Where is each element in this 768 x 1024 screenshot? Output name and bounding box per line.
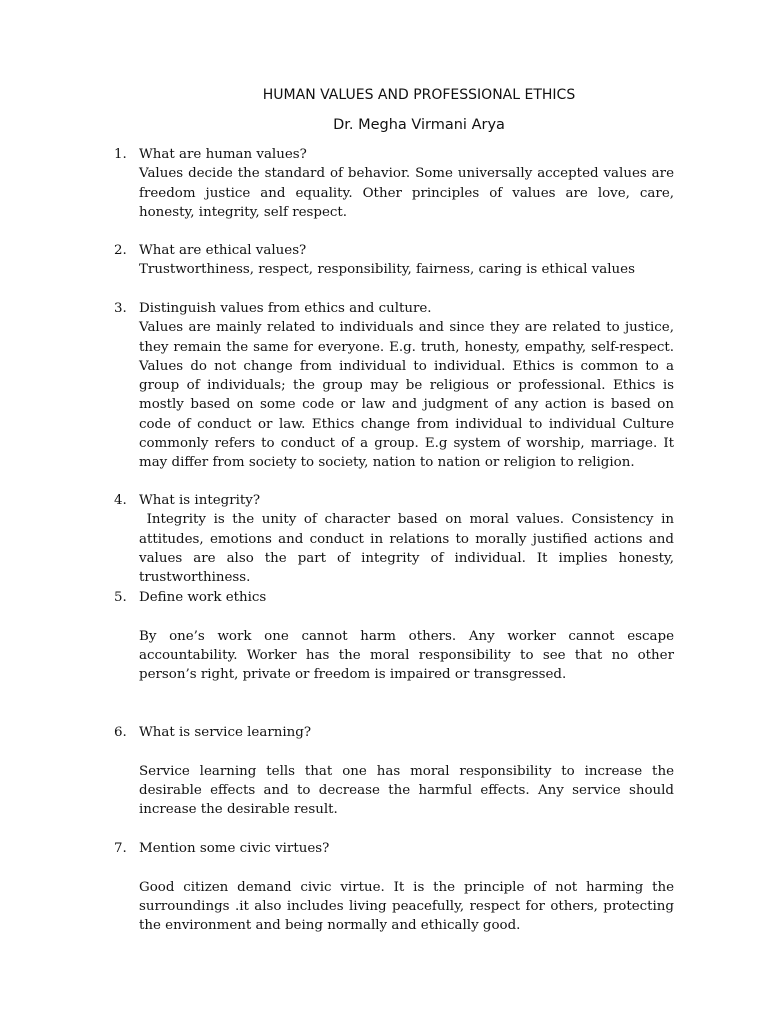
item-question: What is service learning? [139,725,312,740]
item-question: Distinguish values from ethics and culture. [139,301,432,316]
item-question: What are ethical values? [139,243,307,258]
list-item [114,241,674,280]
list-item [114,723,674,819]
item-question: What are human values? [139,147,307,162]
list-item [114,145,674,222]
item-answer: Values decide the standard of behavior. Some universally accepted values are freedom justice and equality. Other principles of values are love, care, honesty, integrity, self respect. [139,166,674,220]
list-item [114,299,674,473]
item-answer: By one’s work one cannot harm others. Any worker cannot escape accountability. Worker has the moral responsibility to see that no other person’s right, private or freedom is impaired or transgressed. [139,628,674,683]
item-number: 2. [114,243,127,258]
list-item [114,588,674,684]
list-item [114,491,679,587]
item-answer: Service learning tells that one has moral responsibility to increase the desirable effects and to decrease the harmful effects. Any service should increase the desirable result. [139,763,674,818]
item-answer: Good citizen demand civic virtue. It is the principle of not harming the surroundings .it also includes living peacefully, respect for others, protecting the environment and being normally and ethically good. [139,879,674,934]
item-number: 1. [114,147,127,162]
item-answer: Values are mainly related to individuals and since they are related to justice, they remain the same for everyone. E.g. truth, honesty, empathy, self-respect. Values do not change from individual to individual. Ethics is common to a group of individuals; the group may be religious or professional. Ethics is mostly based on some code or law and judgment of any action is based on code of conduct or law. Ethics change from individual to individual Culture commonly refers to conduct of a group. E.g system of worship, marriage. It may differ from society to society, nation to nation or religion to religion. [139,320,674,471]
list-item [114,839,674,935]
item-number: 7. [114,841,127,856]
item-answer: Trustworthiness, respect, responsibility, fairness, caring is ethical values [139,262,635,278]
item-number: 6. [114,725,127,740]
item-number: 3. [114,301,127,316]
item-number: 5. [114,590,127,605]
item-question: Define work ethics [139,590,267,605]
document-author: Dr. Megha Virmani Arya [333,117,505,133]
item-number: 4. [114,493,127,508]
item-question: Mention some civic virtues? [139,841,330,856]
item-question: What is integrity? [139,493,261,508]
document-title: HUMAN VALUES AND PROFESSIONAL ETHICS [262,87,576,103]
item-answer: Integrity is the unity of character based on moral values. Consistency in attitudes, emotions and conduct in relations to morally justified actions and values are also the part of integrity of individual. It implies honesty, trustworthiness. [139,512,679,586]
